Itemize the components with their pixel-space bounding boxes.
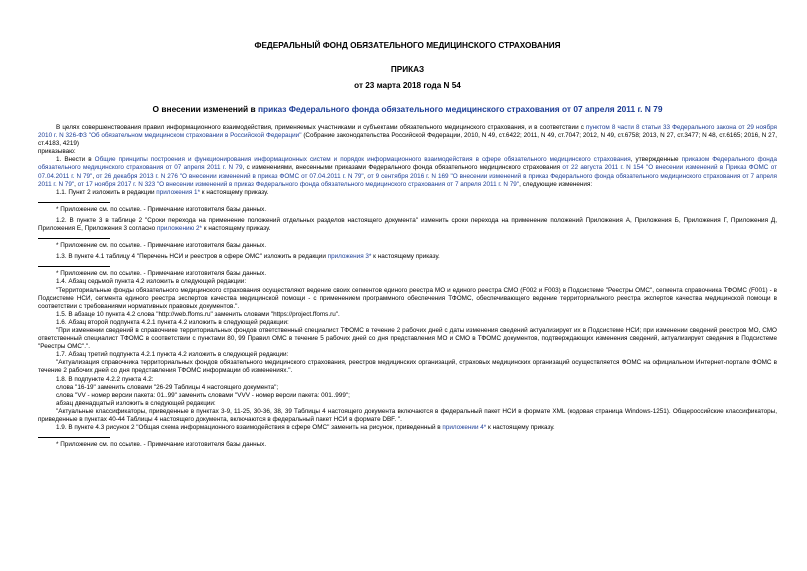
- footnote-divider: [38, 437, 110, 438]
- item-1-4-quote: "Территориальные фонды обязательного медицинского страхования осуществляют ведение своих сегментов единого реестра МО и единого реестра СМО (F002 и F003) в Подсистеме "Реестры ОМС", сегмента справочника ТФОМС (F001) - в Подсистеме НСИ, сегмента единого реестра экспертов качества медицинской помощи - с применением программного обеспечения ТФОМС, обеспечивающего ведение территориального реестра экспертов качества медицинской помощи в соответствии с требованиями нормативных правовых документов.".: [38, 286, 777, 310]
- item-1-6-quote: "При изменении сведений в справочнике территориальных фондов ответственный специалист ТФОМС в течение 2 рабочих дней с даты изменения сведений актуализирует их в Подсистеме НСИ; при изменении сведений реестров МО, СМО ответственный специалист ТФОМС в соответствии с пунктами 80, 99 Правил ОМС в течение 5 рабочих дней со дня представления МО и СМО в ТФОМС документов, подтверждающих изменения сведений, актуализирует сведения в Подсистеме "Реестры ОМС".".: [38, 326, 777, 351]
- footnote-text: * Приложение см. по ссылке. - Примечание изготовителя базы данных.: [56, 270, 267, 278]
- footnote-text: * Приложение см. по ссылке. - Примечание изготовителя базы данных.: [56, 205, 267, 213]
- item-1-paragraph: 1. Внести в Общие принципы построения и функционирования информационных систем и порядок информационного взаимодействия в сфере обязательного медицинского страхования, утвержденные приказом Федерального фонда обязательного медицинского страхования от 07 апреля 2011 г. N 79, с изменениями, внесенными приказами Федерального фонда обязательного медицинского страхования от 22 августа 2011 г. N 154 "О внесении изменений в Приказ ФОМС от 07.04.2011 г. N 79", от 26 декабря 2013 г. N 276 "О внесении изменений в приказ ФОМС от 07.04.2011 г. N 79", от 9 сентября 2016 г. N 169 "О внесении изменений в приказ Федерального фонда обязательного медицинского страхования от 7 апреля 2011 г. N 79", от 17 ноября 2017 г. N 323 "О внесении изменений в приказ Федерального фонда обязательного медицинского страхования от 7 апреля 2011 г. N 79", следующие изменения:: [38, 156, 778, 188]
- appendix-1-link[interactable]: приложения 1*: [156, 188, 201, 196]
- item-1-8-quote: "Актуальные классификаторы, приведенные в пунктах 3-9, 11-25, 30-36, 38, 39 Таблицы 4 настоящего документа включаются в федеральный пакет НСИ в формате XML (кодовая страница Windows-1251). Общероссийские классификаторы, приведенные в пунктах 40-44 Таблицы 4 настоящего документа, включаются в федеральный пакет НСИ в формате DBF. ".: [38, 407, 777, 423]
- item-1-8: 1.8. В подпункте 4.2.2 пункта 4.2:: [56, 375, 154, 383]
- item-1-4: 1.4. Абзац седьмой пункта 4.2 изложить в следующей редакции:: [56, 278, 247, 286]
- item-1-2: 1.2. В пункте 3 в таблице 2 "Сроки перехода на применение положений отдельных разделов настоящего документа" изменить сроки перехода на применение положений Приложения А, Приложения Б, Приложения Г, Приложения Д, Приложения Е, Приложения 3 согласно приложению 2* к настоящему приказу.: [38, 216, 777, 233]
- principles-link[interactable]: Общие принципы построения и функционирования информационных систем и порядок информационного взаимодействия в сфере обязательного медицинского страхования: [94, 156, 631, 164]
- footnote-divider: [38, 238, 110, 239]
- item-1-7: 1.7. Абзац третий подпункта 4.2.1 пункта 4.2 изложить в следующей редакции:: [56, 351, 289, 359]
- item-1-8-line-1: слова "16-19" заменить словами "26-29 Таблицы 4 настоящего документа";: [56, 383, 279, 391]
- appendix-4-link[interactable]: приложении 4*: [442, 424, 487, 432]
- item-1-8-line-3: абзац двенадцатый изложить в следующей редакции:: [56, 399, 216, 407]
- preamble-paragraph: В целях совершенствования правил информационного взаимодействия, применяемых участниками и субъектами обязательного медицинского страхования, и в соответствии с пунктом 8 части 8 статьи 33 Федерального закона от 29 ноября 2010 г. N 326-ФЗ "Об обязательном медицинском страховании в Российской Федерации" (Собрание законодательства Российской Федерации, 2010, N 49, ст.6422; 2011, N 49, ст.7047; 2012, N 49, ст.6758; 2013, N 27, ст.3477; N 48, ст.6165; 2016, N 27, ст.4183, 4219): [38, 124, 777, 148]
- footnote-divider: [38, 266, 110, 267]
- item-1-5: 1.5. В абзаце 10 пункта 4.2 слова "http://web.ffoms.ru" заменить словами "https://project.ffoms.ru".: [56, 310, 340, 318]
- footnote-divider: [38, 202, 110, 203]
- order-323-link[interactable]: от 17 ноября 2017 г. N 323 "О внесении изменений в приказ Федерального фонда обязательного медицинского страхования от 7 апреля 2011 г. N 79": [77, 180, 520, 188]
- order-154-link[interactable]: от 22 августа 2011 г. N 154 "О внесении изменений в Приказ ФОМС от 07.04.2011 г. N 79": [38, 164, 778, 180]
- law-link[interactable]: пунктом 8 части 8 статьи 33 Федерального закона от 29 ноября 2010 г. N 326-ФЗ "Об обязательном медицинском страховании в Российской Федерации": [38, 124, 777, 140]
- item-1-7-quote: "Актуализация справочника территориальных фондов обязательного медицинского страхования, реестров медицинских организаций, страховых медицинских организаций осуществляется ФОМС на официальном Интернет-портале ФОМС в течение 2 рабочих дней со дня представления ТФОМС информации об изменениях.".: [38, 359, 777, 375]
- appendix-2-link[interactable]: приложению 2*: [156, 225, 203, 233]
- prikazyvayu-text: приказываю:: [38, 148, 76, 156]
- item-1-3: 1.3. В пункте 4.1 таблицу 4 "Перечень НСИ и реестров в сфере ОМС" изложить в редакции приложения 3* к настоящему приказу.: [56, 253, 440, 261]
- order-169-link[interactable]: от 9 сентября 2016 г. N 169 "О внесении изменений в приказ Федерального фонда обязательного медицинского страхования от 7 апреля 2011 г. N 79": [38, 172, 777, 188]
- doc-type: ПРИКАЗ: [390, 65, 425, 74]
- title-link[interactable]: приказ Федерального фонда обязательного медицинского страхования от 07 апреля 2011 г. N 79: [257, 104, 663, 114]
- footnote-text: * Приложение см. по ссылке. - Примечание изготовителя базы данных.: [56, 242, 267, 250]
- doc-title: О внесении изменений в приказ Федерального фонда обязательного медицинского страхования от 07 апреля 2011 г. N 79: [152, 104, 663, 114]
- order-276-link[interactable]: от 26 декабря 2013 г. N 276 "О внесении изменений в приказ ФОМС от 07.04.2011 г. N 79": [96, 172, 364, 180]
- item-1-1: 1.1. Пункт 2 изложить в редакции приложения 1* к настоящему приказу.: [56, 188, 269, 196]
- footnote-text: * Приложение см. по ссылке. - Примечание изготовителя базы данных.: [56, 441, 267, 449]
- document-body: [38, 124, 777, 449]
- item-1-8-line-2: слова "VV - номер версии пакета: 01..99" заменить словами "VVV - номер версии пакета: 001..999";: [56, 391, 350, 399]
- item-1-9: 1.9. В пункте 4.3 рисунок 2 "Общая схема информационного взаимодействия в сфере ОМС" заменить на рисунок, приведенный в приложении 4* к настоящему приказу.: [56, 424, 555, 432]
- order-79-link[interactable]: приказом Федерального фонда обязательного медицинского страхования от 07 апреля 2011 г. N 79: [38, 156, 777, 172]
- org-name: ФЕДЕРАЛЬНЫЙ ФОНД ОБЯЗАТЕЛЬНОГО МЕДИЦИНСКОГО СТРАХОВАНИЯ: [254, 41, 561, 50]
- item-1-6: 1.6. Абзац второй подпункта 4.2.1 пункта 4.2 изложить в следующей редакции:: [56, 318, 289, 326]
- appendix-3-link[interactable]: приложения 3*: [327, 253, 372, 261]
- doc-date-number: от 23 марта 2018 года N 54: [354, 81, 461, 90]
